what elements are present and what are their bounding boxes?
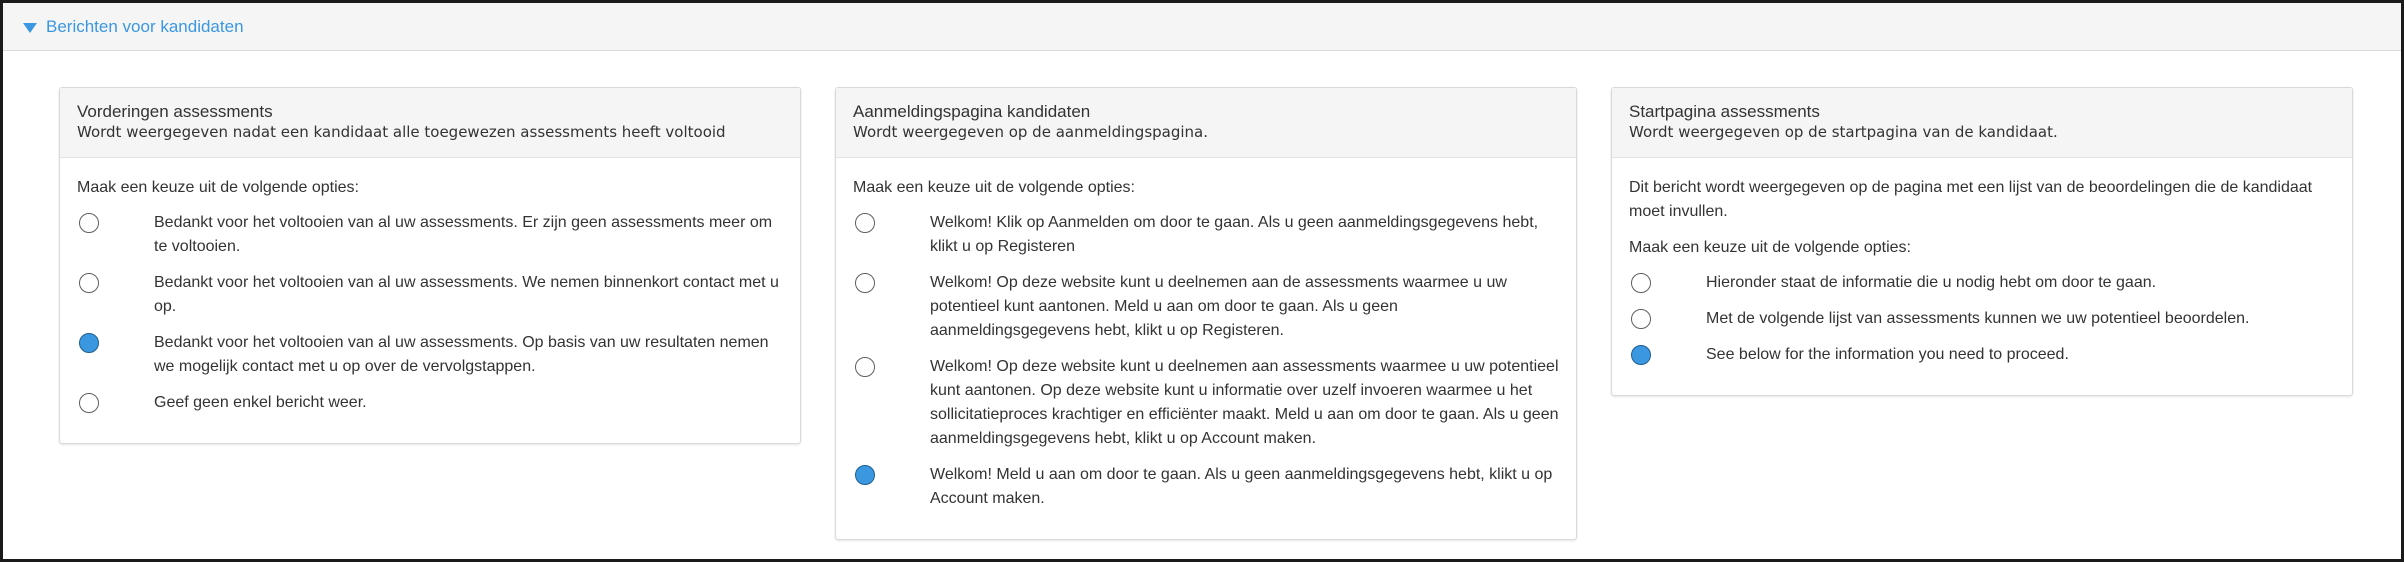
radio-button[interactable] <box>1631 309 1651 329</box>
radio-option-label[interactable]: See below for the information you need to proceed. <box>1706 346 2069 363</box>
radio-button[interactable] <box>1631 273 1651 293</box>
radio-option-4[interactable] <box>853 463 1559 511</box>
radio-option-label[interactable]: Welkom! Klik op Aanmelden om door te gaan. Als u geen aanmeldingsgegevens hebt, klikt u op Registeren <box>930 214 1539 255</box>
panel-subtitle: Wordt weergegeven op de aanmeldingspagina. <box>853 123 1208 141</box>
panel-title: Aanmeldingspagina kandidaten <box>853 102 1091 121</box>
caret-down-icon[interactable] <box>23 23 37 33</box>
radio-button-selected[interactable] <box>855 465 875 485</box>
options-prompt: Maak een keuze uit de volgende opties: <box>1629 239 1911 256</box>
panel-assessment-home-page <box>1611 87 2353 396</box>
radio-button[interactable] <box>855 357 875 377</box>
radio-button-selected[interactable] <box>1631 345 1651 365</box>
panel-assessment-progress <box>59 87 801 444</box>
section-header-toggle[interactable] <box>3 3 2401 51</box>
radio-option-label[interactable]: Welkom! Meld u aan om door te gaan. Als u geen aanmeldingsgegevens hebt, klikt u op Account maken. <box>930 466 1553 507</box>
radio-button[interactable] <box>855 273 875 293</box>
radio-option-1[interactable] <box>1629 271 2335 295</box>
radio-option-label[interactable]: Bedankt voor het voltooien van al uw assessments. Op basis van uw resultaten nemen we mogelijk contact met u op over de vervolgstappen. <box>154 334 769 375</box>
section-title[interactable]: Berichten voor kandidaten <box>46 16 244 36</box>
panel-intro-text: Dit bericht wordt weergegeven op de pagina met een lijst van de beoordelingen die de kandidaat moet invullen. <box>1629 179 2313 220</box>
radio-option-label[interactable]: Welkom! Op deze website kunt u deelnemen aan assessments waarmee u uw potentieel kunt aantonen. Op deze website kunt u informatie over uzelf invoeren waarmee u het sollicitatieproces krachtiger en efficiënter maakt. Meld u aan om door te gaan. Als u geen aanmeldingsgegevens hebt, klikt u op Account maken. <box>930 358 1559 447</box>
radio-option-2[interactable] <box>77 271 783 319</box>
radio-button[interactable] <box>79 213 99 233</box>
radio-option-2[interactable] <box>853 271 1559 343</box>
radio-button[interactable] <box>855 213 875 233</box>
radio-option-1[interactable] <box>853 211 1559 259</box>
panel-heading <box>1612 88 2352 158</box>
radio-option-3[interactable] <box>77 331 783 379</box>
panel-subtitle: Wordt weergegeven op de startpagina van de kandidaat. <box>1629 123 2058 141</box>
options-prompt: Maak een keuze uit de volgende opties: <box>853 179 1135 196</box>
panel-body <box>836 158 1576 539</box>
panel-heading <box>60 88 800 158</box>
radio-button-selected[interactable] <box>79 333 99 353</box>
radio-option-label[interactable]: Bedankt voor het voltooien van al uw assessments. We nemen binnenkort contact met u op. <box>154 274 779 315</box>
radio-option-3[interactable] <box>853 355 1559 451</box>
panel-subtitle: Wordt weergegeven nadat een kandidaat alle toegewezen assessments heeft voltooid <box>77 123 726 141</box>
panel-candidate-login-page <box>835 87 1577 540</box>
radio-option-label[interactable]: Geef geen enkel bericht weer. <box>154 394 367 411</box>
options-prompt: Maak een keuze uit de volgende opties: <box>77 179 359 196</box>
panel-body <box>60 158 800 443</box>
radio-button[interactable] <box>79 393 99 413</box>
radio-option-3[interactable] <box>1629 343 2335 367</box>
panel-body <box>1612 158 2352 395</box>
radio-option-label[interactable]: Hieronder staat de informatie die u nodig hebt om door te gaan. <box>1706 274 2157 291</box>
panel-heading <box>836 88 1576 158</box>
radio-option-label[interactable]: Welkom! Op deze website kunt u deelnemen aan de assessments waarmee u uw potentieel kunt aantonen. Meld u aan om door te gaan. Als u geen aanmeldingsgegevens hebt, klikt u op Registeren. <box>930 274 1507 339</box>
radio-option-2[interactable] <box>1629 307 2335 331</box>
radio-button[interactable] <box>79 273 99 293</box>
radio-option-4[interactable] <box>77 391 783 415</box>
radio-option-label[interactable]: Met de volgende lijst van assessments kunnen we uw potentieel beoordelen. <box>1706 310 2250 327</box>
radio-option-1[interactable] <box>77 211 783 259</box>
radio-option-label[interactable]: Bedankt voor het voltooien van al uw assessments. Er zijn geen assessments meer om te voltooien. <box>154 214 773 255</box>
panel-title: Vorderingen assessments <box>77 102 273 121</box>
panel-title: Startpagina assessments <box>1629 102 1820 121</box>
